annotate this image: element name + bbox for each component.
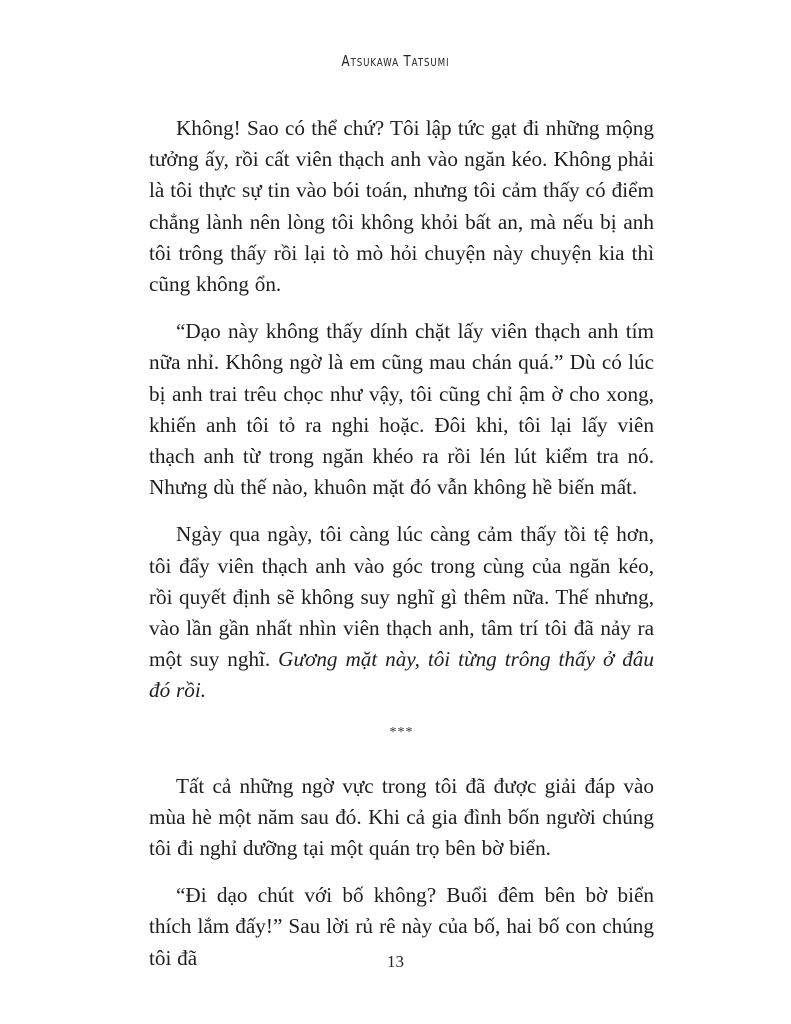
paragraph-text: Ngày qua ngày, tôi càng lúc càng cảm thấy tồi tệ hơn, tôi đẩy viên thạch anh vào góc trong cùng của ngăn kéo, rồi quyết định sẽ không suy nghĩ gì thêm nữa. Thế nhưng, vào lần gần nhất nhìn viên thạch anh, tâm trí tôi đã nảy ra một suy nghĩ. [149, 522, 654, 672]
italic-thought: Gương mặt này, tôi từng trông thấy ở đâu đó rồi. [149, 647, 654, 703]
paragraph: “Dạo này không thấy dính chặt lấy viên thạch anh tím nữa nhỉ. Không ngờ là em cũng mau chán quá.” Dù có lúc bị anh trai trêu chọc như vậy, tôi cũng chỉ ậm ờ cho xong, khiến anh tôi tỏ ra nghi hoặc. Đôi khi, tôi lại lấy viên thạch anh từ trong ngăn khéo ra rồi lén lút kiểm tra nó. Nhưng dù thế nào, khuôn mặt đó vẫn không hề biến mất. [149, 319, 654, 500]
paragraph: “Đi dạo chút với bố không? Buổi đêm bên bờ biển thích lắm đấy!” Sau lời rủ rê này của bố, hai bố con chúng tôi đã [149, 883, 654, 970]
running-header-author: Atsukawa Tatsumi [341, 52, 450, 70]
paragraph: Không! Sao có thể chứ? Tôi lập tức gạt đi những mộng tưởng ấy, rồi cất viên thạch anh vào ngăn kéo. Không phải là tôi thực sự tin vào bói toán, nhưng tôi cảm thấy có điểm chẳng lành nên lòng tôi không khỏi bất an, mà nếu bị anh tôi trông thấy rồi lại tò mò hỏi chuyện này chuyện kia thì cũng không ổn. [149, 116, 654, 297]
scene-break: *** [389, 724, 414, 740]
paragraph [149, 519, 654, 706]
body-text [149, 113, 654, 990]
paragraph: Tất cả những ngờ vực trong tôi đã được giải đáp vào mùa hè một năm sau đó. Khi cả gia đình bốn người chúng tôi đi nghỉ dưỡng tại một quán trọ bên bờ biển. [149, 773, 654, 861]
page-number: 13 [387, 952, 404, 971]
